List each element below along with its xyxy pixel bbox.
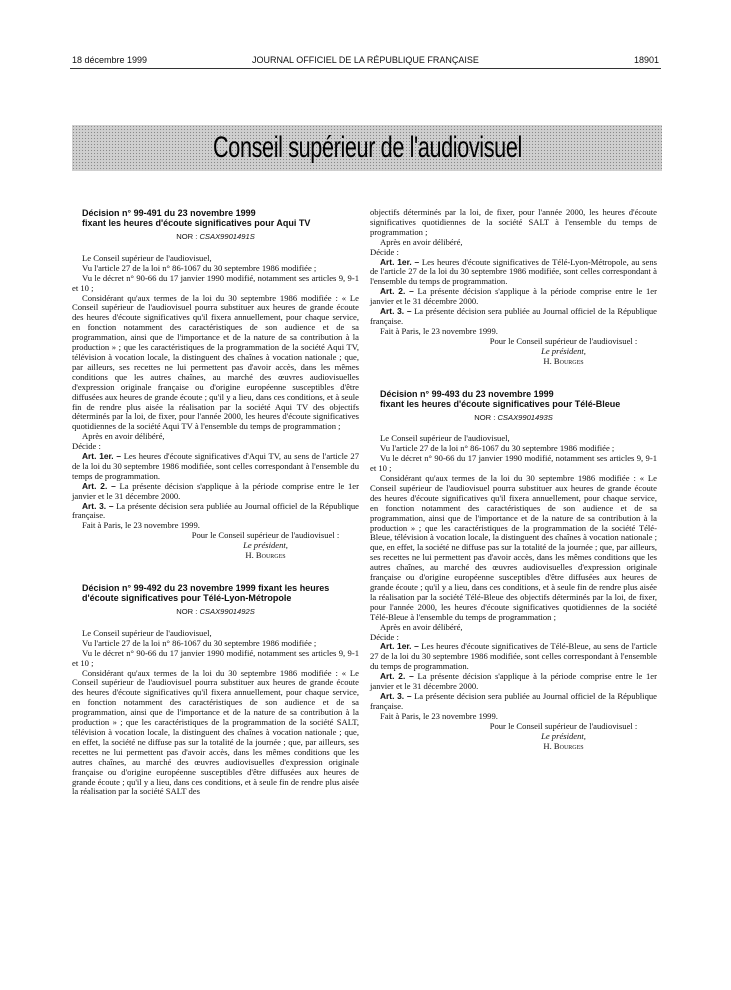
visa-paragraph: Considérant qu'aux termes de la loi du 30 septembre 1986 modifiée : « Le Conseil supérieur de l'audiovisuel pourra substituer aux heures de grande écoute des heures d'écoute significatives qu'il fixera annuellement, pour chaque service, en fonction notamment des caractéristiques de son audience et de sa programmation, ainsi que de l'importance et de la nature de sa contribution à la production » ; que les caractéristiques de la programmation de la société Télé-Bleue, télévision à vocation locale, la distinguent des chaînes à vocation nationale ; que, en effet, la société ne diffuse pas sur la totalité de la journée ; que, par ailleurs, ses recettes ne lui permettent pas d'avoir accès, dans les mêmes conditions que les autres chaînes, au marché des œuvres audiovisuelles d'expression originale française ou d'origine européenne susceptibles d'être diffusées aux heures de grande écoute ; qu'il y a lieu, dans ces conditions, et à seule fin de rendre plus aisée la réalisation par la société Télé-Bleue des objectifs déterminés par la loi, de fixer, pour l'année 2000, les heures d'écoute significatives quotidiennes de la société Télé-Bleue à l'ensemble du temps de programmation ; bbox=[370, 473, 657, 622]
visa-paragraph: Considérant qu'aux termes de la loi du 30 septembre 1986 modifiée : « Le Conseil supérieur de l'audiovisuel pourra substituer aux heures de grande écoute des heures d'écoute significatives qu'il fixera annuellement, pour chaque service, en fonction notamment des caractéristiques de son audience et de sa programmation, ainsi que de l'importance et de la nature de sa contribution à la production » ; que les caractéristiques de la programmation de la société SALT, télévision à vocation locale, la distinguent des chaînes à vocation nationale ; que, en effet, la société ne diffuse pas sur la totalité de la journée ; que, par ailleurs, ses recettes ne lui permettent pas d'avoir accès, dans les mêmes conditions que les autres chaînes, au marché des œuvres audiovisuelles d'expression originale française ou d'origine européenne susceptibles d'être diffusées aux heures de grande écoute ; qu'il y a lieu, dans ces conditions, et à seule fin de rendre plus aisée la réalisation par la société SALT des bbox=[72, 667, 359, 797]
signature-block bbox=[370, 337, 657, 367]
decide-heading: Décide : bbox=[72, 441, 101, 452]
article-text: La présente décision s'applique à la période comprise entre le 1er janvier et le 31 décembre 2000. bbox=[370, 286, 657, 307]
visa-paragraph: Après en avoir délibéré, bbox=[380, 621, 463, 632]
article-text: Les heures d'écoute significatives d'Aqui TV, au sens de l'article 27 de la loi du 30 septembre 1986 modifiée, sont celles correspondant à l'ensemble du temps de programmation. bbox=[72, 451, 359, 481]
header-journal-title: JOURNAL OFFICIEL DE LA RÉPUBLIQUE FRANÇAISE bbox=[252, 55, 479, 65]
article-label: Art. 3. – bbox=[82, 500, 114, 511]
article-label: Art. 3. – bbox=[380, 306, 412, 317]
article-label: Art. 1er. – bbox=[380, 256, 420, 267]
article bbox=[72, 482, 359, 502]
article-text: La présente décision sera publiée au Journal officiel de la République française. bbox=[370, 690, 657, 711]
header-rule bbox=[70, 68, 661, 69]
article-text: La présente décision sera publiée au Journal officiel de la République française. bbox=[72, 500, 359, 521]
article-label: Art. 1er. – bbox=[82, 451, 122, 462]
article-label: Art. 3. – bbox=[380, 690, 412, 701]
signature-name: H. Bourges bbox=[543, 355, 584, 366]
visa-paragraph: Après en avoir délibéré, bbox=[82, 431, 165, 442]
article bbox=[72, 452, 359, 482]
article-text: La présente décision sera publiée au Journal officiel de la République française. bbox=[370, 306, 657, 326]
article-label: Art. 2. – bbox=[82, 480, 116, 491]
signature-block bbox=[72, 531, 359, 561]
nor-code: CSAX9901493S bbox=[497, 412, 553, 422]
signature-role: Le président, bbox=[541, 345, 586, 356]
nor-label: NOR : bbox=[176, 607, 198, 616]
article bbox=[370, 307, 657, 327]
visa-paragraph: Après en avoir délibéré, bbox=[380, 236, 463, 247]
visa-paragraph: Vu l'article 27 de la loi n° 86-1067 du 30 septembre 1986 modifiée ; bbox=[380, 443, 615, 454]
left-column bbox=[72, 208, 359, 797]
signature-block bbox=[370, 722, 657, 752]
decision-subtitle: fixant les heures d'écoute significatives pour Aqui TV bbox=[82, 218, 311, 228]
signature-name: H. Bourges bbox=[543, 740, 584, 751]
decision-title: Décision n° 99-492 du 23 novembre 1999 fixant les heures bbox=[82, 583, 330, 593]
article-label: Art. 2. – bbox=[380, 286, 414, 297]
decision-99-491 bbox=[72, 208, 359, 561]
nor-reference bbox=[370, 413, 657, 423]
visa-paragraph: Vu le décret n° 90-66 du 17 janvier 1990 modifié, notamment ses articles 9, 9-1 et 10 ; bbox=[72, 272, 359, 293]
article-text: Les heures d'écoute significatives de Télé-Lyon-Métropole, au sens de l'article 27 de la loi du 30 septembre 1986 modifiée, sont celles correspondant à l'ensemble du temps de programmation. bbox=[370, 256, 657, 287]
nor-code: CSAX9901491S bbox=[199, 232, 255, 241]
nor-reference bbox=[72, 607, 359, 617]
decision-title: Décision n° 99-493 du 23 novembre 1999 bbox=[380, 388, 554, 399]
visa-paragraph: Considérant qu'aux termes de la loi du 30 septembre 1986 modifiée : « Le Conseil supérieur de l'audiovisuel pourra substituer aux heures de grande écoute des heures d'écoute significatives qu'il fixera annuellement, pour chaque service, en fonction notamment des caractéristiques de son audience et de sa programmation, ainsi que de l'importance et de la nature de sa contribution à la production » ; que les caractéristiques de la programmation de la société Aqui TV, télévision à vocation locale, la distinguent des chaînes à vocation nationale ; que, par ailleurs, ses recettes ne lui permettent pas d'avoir accès, dans les mêmes conditions que les autres chaînes, au marché des œuvres audiovisuelles d'expression originale française ou d'origine européenne susceptibles d'être diffusées aux heures de grande écoute ; qu'il y a lieu, dans ces conditions, et à seule fin de rendre plus aisée la réalisation par la société Aqui TV des objectifs déterminés par la loi, de fixer, pour l'année 2000, les heures d'écoute significatives quotidiennes de la société Aqui TV à l'ensemble du temps de programmation ; bbox=[72, 292, 359, 432]
place-date: Fait à Paris, le 23 novembre 1999. bbox=[380, 325, 498, 336]
signature-role: Le président, bbox=[541, 730, 586, 741]
intro-text: Le Conseil supérieur de l'audiovisuel, bbox=[380, 433, 510, 444]
header-page-number: 18901 bbox=[633, 55, 659, 65]
article bbox=[370, 642, 657, 672]
article-text: La présente décision s'applique à la période comprise entre le 1er janvier et le 31 décembre 2000. bbox=[370, 671, 657, 692]
decision-99-492 bbox=[72, 583, 359, 797]
signature-line: Pour le Conseil supérieur de l'audiovisuel : bbox=[489, 720, 638, 731]
nor-code: CSAX9901492S bbox=[199, 607, 255, 616]
section-banner bbox=[72, 125, 662, 171]
running-header bbox=[72, 55, 659, 69]
header-date: 18 décembre 1999 bbox=[72, 55, 148, 65]
article bbox=[370, 287, 657, 307]
nor-label: NOR : bbox=[176, 232, 198, 241]
article bbox=[72, 502, 359, 522]
article-text: Les heures d'écoute significatives de Télé-Bleue, au sens de l'article 27 de la loi du 30 septembre 1986 modifiée, sont celles correspondant à l'ensemble du temps de programmation. bbox=[370, 641, 657, 672]
banner-title: Conseil supérieur de l'audiovisuel bbox=[212, 131, 522, 164]
nor-label: NOR : bbox=[474, 412, 496, 422]
visa-continuation: objectifs déterminés par la loi, de fixer, pour l'année 2000, les heures d'écoute significatives quotidiennes de la société SALT à l'ensemble du temps de programmation ; bbox=[370, 207, 657, 237]
right-column bbox=[370, 208, 657, 751]
decision-subtitle: d'écoute significatives pour Télé-Lyon-Métropole bbox=[82, 593, 292, 603]
visa-paragraph: Vu l'article 27 de la loi n° 86-1067 du 30 septembre 1986 modifiée ; bbox=[82, 262, 317, 273]
place-date: Fait à Paris, le 23 novembre 1999. bbox=[380, 710, 498, 721]
nor-reference bbox=[72, 232, 359, 242]
intro-text: Le Conseil supérieur de l'audiovisuel, bbox=[82, 627, 212, 638]
article-text: La présente décision s'applique à la période comprise entre le 1er janvier et le 31 décembre 2000. bbox=[72, 480, 359, 501]
article-label: Art. 1er. – bbox=[380, 641, 419, 652]
visa-paragraph: Vu le décret n° 90-66 du 17 janvier 1990 modifié, notamment ses articles 9, 9-1 et 10 ; bbox=[72, 647, 359, 668]
article bbox=[370, 672, 657, 692]
decision-subtitle: fixant les heures d'écoute significatives pour Télé-Bleue bbox=[380, 398, 621, 409]
visa-paragraph: Vu l'article 27 de la loi n° 86-1067 du 30 septembre 1986 modifiée ; bbox=[82, 637, 317, 648]
decide-heading: Décide : bbox=[370, 631, 399, 642]
intro-text: Le Conseil supérieur de l'audiovisuel, bbox=[82, 252, 212, 263]
signature-name: H. Bourges bbox=[245, 550, 286, 561]
signature-line: Pour le Conseil supérieur de l'audiovisuel : bbox=[489, 335, 638, 346]
decision-99-492-continued bbox=[370, 208, 657, 367]
decision-99-493 bbox=[370, 389, 657, 752]
article bbox=[370, 258, 657, 288]
place-date: Fait à Paris, le 23 novembre 1999. bbox=[82, 520, 200, 531]
signature-line: Pour le Conseil supérieur de l'audiovisuel : bbox=[191, 530, 340, 541]
signature-role: Le président, bbox=[243, 540, 288, 551]
decide-heading: Décide : bbox=[370, 246, 399, 257]
article-label: Art. 2. – bbox=[380, 671, 414, 682]
decision-title: Décision n° 99-491 du 23 novembre 1999 bbox=[82, 208, 256, 218]
visa-paragraph: Vu le décret n° 90-66 du 17 janvier 1990 modifié, notamment ses articles 9, 9-1 et 10 ; bbox=[370, 453, 657, 474]
article bbox=[370, 692, 657, 712]
